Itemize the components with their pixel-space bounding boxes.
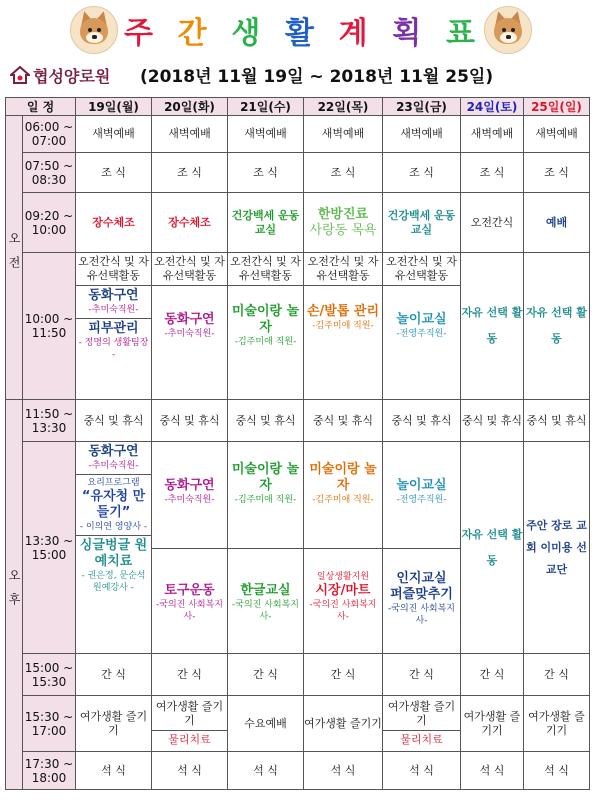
day-header: 22일(목)	[304, 98, 383, 116]
time-slot: 09:20 ~ 10:00	[23, 193, 76, 253]
time-slot: 13:30 ~ 15:00	[23, 442, 76, 654]
cell: 새벽예배	[304, 116, 383, 153]
time-slot: 17:30 ~ 18:00	[23, 752, 76, 790]
cell-text: 동화구연	[164, 312, 215, 327]
cell-text: 오전간식 및 자유선택활동	[78, 255, 149, 282]
cell-text: -김주미애 직원-	[312, 495, 374, 505]
title-char: 계	[338, 16, 369, 51]
cell: 새벽예배	[524, 116, 590, 153]
cell-text: 놀이교실	[396, 312, 447, 327]
cell-text: 요리프로그램	[87, 478, 140, 488]
cell: 조 식	[383, 153, 461, 193]
cell-text: 오전간식 및 자유선택활동	[386, 255, 457, 282]
cell: 여가생활 즐기기	[76, 696, 152, 752]
table-row	[6, 153, 590, 193]
cell-text: -김주미애 직원-	[234, 495, 297, 505]
cell: 새벽예배	[76, 116, 152, 153]
cell: 간 식	[76, 654, 152, 696]
am-text: 오전	[7, 231, 21, 280]
cell: 중식 및 휴식	[524, 400, 590, 442]
cell-text: -김주미애 직원-	[234, 337, 297, 347]
cell-text: 놀이교실	[396, 478, 447, 493]
cell: 장수체조	[76, 193, 152, 253]
day-header-saturday: 24일(토)	[461, 98, 524, 116]
cell-text: -국의진 사회복지사-	[156, 600, 223, 622]
cell: 석 식	[228, 752, 304, 790]
day-header: 23일(금)	[383, 98, 461, 116]
cell	[383, 253, 461, 400]
cell: 새벽예배	[383, 116, 461, 153]
cell-text: 동화구연	[88, 288, 139, 303]
cell-text: 미술이랑 놀자	[309, 462, 377, 493]
cell: 석 식	[461, 752, 524, 790]
cell: 장수체조	[152, 193, 228, 253]
cell: 석 식	[152, 752, 228, 790]
cell: 석 식	[76, 752, 152, 790]
cell: 석 식	[524, 752, 590, 790]
cell	[152, 696, 228, 752]
cell	[383, 442, 461, 654]
cell: 조 식	[461, 153, 524, 193]
cell	[76, 253, 152, 400]
table-row	[6, 696, 590, 752]
cell-text: 한방진료	[317, 207, 369, 222]
cell	[304, 442, 383, 654]
cell-text: “유자청 만들기”	[81, 489, 146, 520]
dog-logo-icon	[70, 6, 118, 54]
cell: 건강백세 운동교실	[228, 193, 304, 253]
cell-text: 일상생활지원	[316, 572, 370, 582]
pm-text: 오후	[7, 568, 21, 617]
cell: 중식 및 휴식	[304, 400, 383, 442]
cell: 자유 선택 활동	[461, 253, 524, 400]
cell-text: -국의진 사회복지사-	[388, 604, 455, 626]
cell-text: 싱글벙글 원예치료	[79, 538, 148, 569]
cell: 여가생활 즐기기	[304, 696, 383, 752]
cell-text: -추미숙직원-	[88, 461, 139, 471]
cell: 새벽예배	[461, 116, 524, 153]
cell: 조 식	[524, 153, 590, 193]
column-header: 일 정	[6, 98, 76, 116]
title-char: 획	[392, 16, 423, 51]
organization-name: 협성양로원	[33, 66, 111, 86]
cell-text: -전영주직원-	[396, 329, 447, 339]
pm-label	[6, 400, 23, 790]
cell: 중식 및 휴식	[383, 400, 461, 442]
cell-text: 물리치료	[400, 733, 443, 746]
cell-text: -국의진 사회복지사-	[232, 600, 299, 622]
cell-text: 동화구연	[88, 444, 139, 459]
day-header-sunday: 25일(일)	[524, 98, 590, 116]
cell: 중식 및 휴식	[152, 400, 228, 442]
cell: 예배	[524, 193, 590, 253]
cell: 조 식	[152, 153, 228, 193]
cell-text: 한글교실	[240, 583, 291, 598]
time-slot: 10:00 ~ 11:50	[23, 253, 76, 400]
time-slot: 15:00 ~ 15:30	[23, 654, 76, 696]
cell-text: 물리치료	[168, 733, 211, 746]
table-row	[6, 752, 590, 790]
dog-logo-icon	[484, 6, 532, 54]
cell-text: 여가생활 즐기기	[155, 700, 224, 727]
cell: 간 식	[304, 654, 383, 696]
cell-text: 퍼즐맞추기	[390, 587, 453, 602]
cell: 수요예배	[228, 696, 304, 752]
title-char: 활	[284, 16, 315, 51]
table-row	[6, 193, 590, 253]
cell	[304, 253, 383, 400]
cell-text: - 정명의 생활팀장 -	[78, 338, 149, 360]
title-char: 생	[231, 16, 262, 51]
title-char: 표	[445, 16, 476, 51]
cell-text: -전영주직원-	[396, 495, 447, 505]
organization	[10, 62, 110, 88]
cell	[76, 442, 152, 654]
title-char: 주	[124, 16, 154, 51]
cell: 오전간식	[461, 193, 524, 253]
cell-text: - 이의연 영양사 -	[79, 522, 148, 532]
cell: 건강백세 운동교실	[383, 193, 461, 253]
cell	[152, 253, 228, 400]
cell-text: 손/발톱 관리	[306, 304, 380, 319]
time-slot: 15:30 ~ 17:00	[23, 696, 76, 752]
cell: 간 식	[152, 654, 228, 696]
cell-text: 오전간식 및 자유선택활동	[154, 255, 225, 282]
day-header: 19일(월)	[76, 98, 152, 116]
cell: 간 식	[461, 654, 524, 696]
home-icon	[10, 66, 30, 84]
cell: 석 식	[383, 752, 461, 790]
cell: 간 식	[383, 654, 461, 696]
cell	[383, 696, 461, 752]
cell-text: 인지교실	[396, 571, 447, 586]
day-header: 21일(수)	[228, 98, 304, 116]
cell: 여가생활 즐기기	[461, 696, 524, 752]
cell-text: 피부관리	[88, 321, 139, 336]
cell: 자유 선택 활동	[524, 253, 590, 400]
cell: 자유 선택 활동	[461, 442, 524, 654]
weekly-schedule-table	[5, 97, 590, 790]
schedule-period: (2018년 11월 19일 ~ 2018년 11월 25일)	[140, 67, 494, 87]
cell-text: 미술이랑 놀자	[231, 304, 300, 335]
cell-text: -김주미애 직원-	[312, 321, 374, 331]
cell: 중식 및 휴식	[228, 400, 304, 442]
table-row	[6, 400, 590, 442]
cell: 간 식	[228, 654, 304, 696]
time-slot: 06:00 ~ 07:00	[23, 116, 76, 153]
cell-text: 사랑동 목욕	[309, 223, 377, 238]
title-char: 간	[177, 16, 208, 51]
cell: 중식 및 휴식	[461, 400, 524, 442]
day-header: 20일(화)	[152, 98, 228, 116]
cell: 중식 및 휴식	[76, 400, 152, 442]
cell: 조 식	[304, 153, 383, 193]
cell-text: 토구운동	[164, 583, 215, 598]
cell: 조 식	[228, 153, 304, 193]
table-header-row	[6, 98, 590, 116]
cell-text: -추미숙직원-	[164, 495, 215, 505]
cell-text: 미술이랑 놀자	[231, 462, 300, 493]
cell-text: 오전간식 및 자유선택활동	[307, 255, 379, 282]
cell-text: 오전간식 및 자유선택활동	[230, 255, 301, 282]
cell	[304, 193, 383, 253]
cell: 조 식	[76, 153, 152, 193]
table-row	[6, 442, 590, 654]
cell: 주안 장로 교회 이미용 선교단	[524, 442, 590, 654]
cell-text: -국의진 사회복지사-	[309, 600, 377, 622]
cell-text: -추미숙직원-	[164, 329, 215, 339]
page-title	[124, 8, 476, 52]
cell: 여가생활 즐기기	[524, 696, 590, 752]
cell-text: 여가생활 즐기기	[387, 700, 456, 727]
cell: 석 식	[304, 752, 383, 790]
cell-text: 시장/마트	[315, 583, 371, 598]
table-row	[6, 253, 590, 400]
table-row	[6, 116, 590, 153]
cell: 간 식	[524, 654, 590, 696]
cell	[228, 253, 304, 400]
time-slot: 11:50 ~ 13:30	[23, 400, 76, 442]
cell-text: - 권은정, 문순석 원예강사 -	[81, 571, 146, 593]
table-row	[6, 654, 590, 696]
cell-text: -추미숙직원-	[88, 305, 139, 315]
cell: 새벽예배	[152, 116, 228, 153]
am-label	[6, 116, 23, 400]
time-slot: 07:50 ~ 08:30	[23, 153, 76, 193]
cell: 새벽예배	[228, 116, 304, 153]
cell	[228, 442, 304, 654]
cell-text: 동화구연	[164, 478, 215, 493]
header	[0, 0, 600, 94]
cell	[152, 442, 228, 654]
